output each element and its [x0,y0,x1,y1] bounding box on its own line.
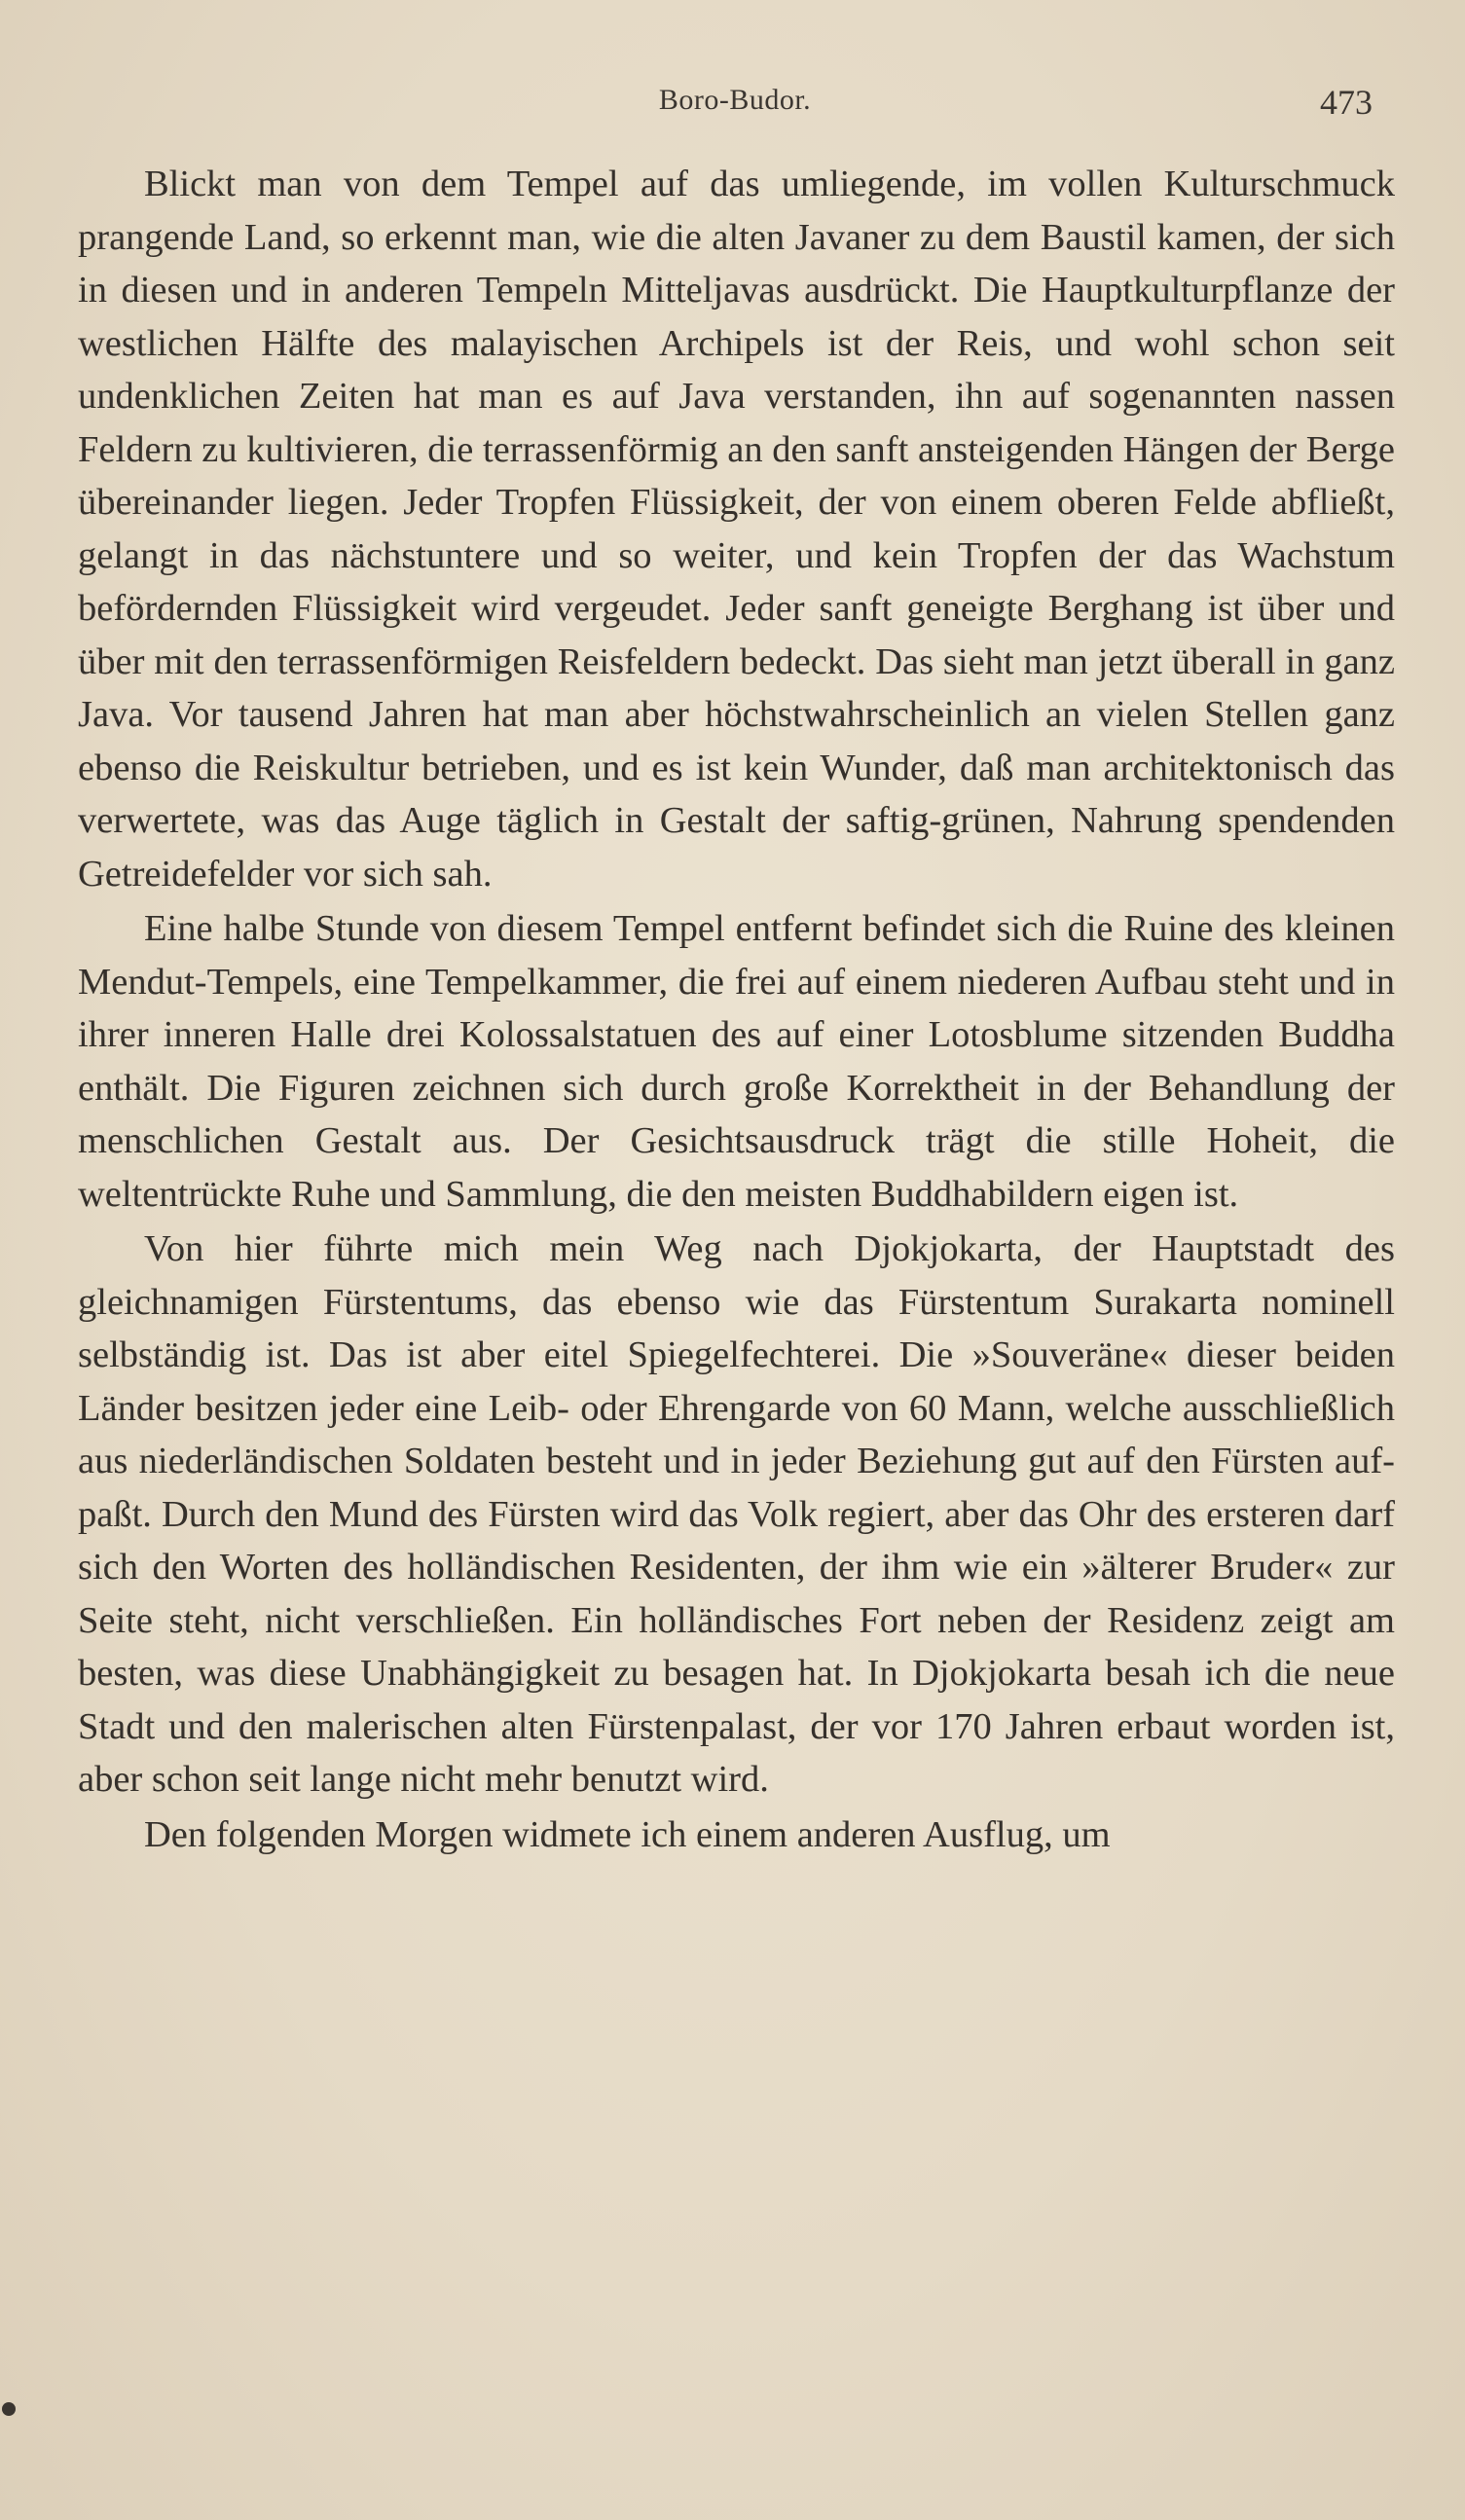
paragraph-3: Von hier führte mich mein Weg nach Djokjokarta, der Hauptstadt des gleichnamigen Fürstentums, das ebenso wie das Fürstentum Surakarta nominell selbständig ist. Das ist aber eitel Spiegelfechterei. Die »Souveräne« dieser beiden Länder besitzen jeder eine Leib- oder Ehrengarde von 60 Mann, welche ausschließlich aus niederländischen Soldaten besteht und in jeder Beziehung gut auf den Fürsten aufpaßt. Durch den Mund des Fürsten wird das Volk regiert, aber das Ohr des ersteren darf sich den Worten des holländischen Residenten, der ihm wie ein »älterer Bruder« zur Seite steht, nicht verschließen. Ein holländisches Fort neben der Residenz zeigt am besten, was diese Unabhängigkeit zu besagen hat. In Djokjokarta besah ich die neue Stadt und den malerischen alten Fürstenpalast, der vor 170 Jahren erbaut worden ist, aber schon seit lange nicht mehr benutzt wird. [78,1228,1395,1800]
body-text [78,158,1395,1861]
running-head: Boro-Budor. [658,84,812,116]
ink-speck [2,2402,16,2416]
paragraph-4: Den folgenden Morgen widmete ich einem anderen Ausflug, um [144,1813,1111,1855]
page-number: 473 [1320,83,1373,122]
paragraph-2: Eine halbe Stunde von diesem Tempel entfernt befindet sich die Ruine des kleinen Mendut-Tempels, eine Tempelkammer, die frei auf einem niederen Aufbau steht und in ihrer inneren Halle drei Kolossalstatuen des auf einer Lotosblume sitzenden Buddha enthält. Die Figuren zeichnen sich durch große Korrektheit in der Behandlung der menschlichen Gestalt aus. Der Gesichtsausdruck trägt die stille Hoheit, die weltentrückte Ruhe und Sammlung, die den meisten Buddhabildern eigen ist. [78,908,1395,1215]
page-header [97,78,1373,136]
paragraph-1: Blickt man von dem Tempel auf das umliegende, im vollen Kulturschmuck prangende Land, so erkennt man, wie die alten Javaner zu dem Baustil kamen, der sich in diesen und in anderen Tempeln Mitteljavas ausdrückt. Die Hauptkulturpflanze der westlichen Hälfte des malayischen Archipels ist der Reis, und wohl schon seit undenklichen Zeiten hat man es auf Java verstanden, ihn auf sogenannten nassen Feldern zu kultivieren, die terrassenförmig an den sanft ansteigenden Hängen der Berge übereinander liegen. Jeder Tropfen Flüssigkeit, der von einem oberen Felde abfließt, gelangt in das nächstuntere und so weiter, und kein Tropfen der das Wachstum befördernden Flüssigkeit wird vergeudet. Jeder sanft geneigte Berghang ist über und über mit den terrassenförmigen Reisfeldern bedeckt. Das sieht man jetzt überall in ganz Java. Vor tausend Jahren hat man aber höchstwahrscheinlich an vielen Stellen ganz ebenso die Reiskultur betrieben, und es ist kein Wunder, daß man architektonisch das verwertete, was das Auge täglich in Gestalt der saftig-grünen, Nahrung spendenden Getreidefelder vor sich sah. [78,164,1395,895]
